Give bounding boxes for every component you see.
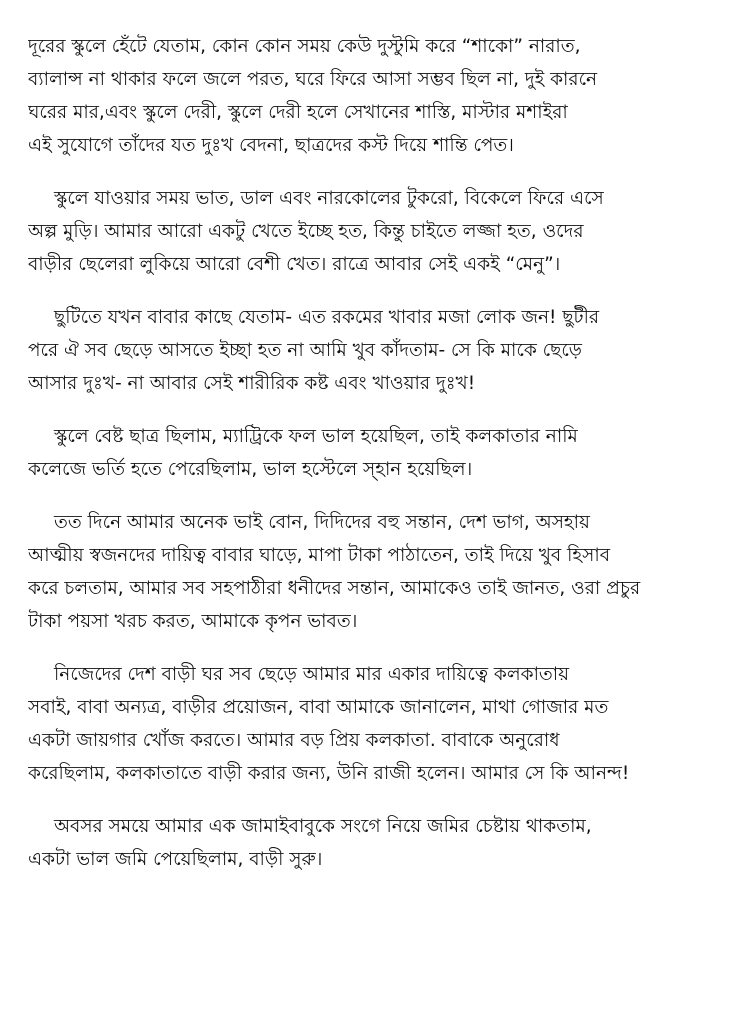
text-line: সবাই, বাবা অন্যত্র, বাড়ীর প্রয়োজন, বাবা আমাকে জানালেন, মাথা গোজার মত: [28, 697, 609, 718]
text-line: বাড়ীর ছেলেরা লুকিয়ে আরো বেশী খেত। রাত্রে আবার সেই একই “মেনু”।: [28, 254, 561, 275]
paragraph-3: [28, 301, 721, 400]
text-line: করে চলতাম, আমার সব সহপাঠীরা ধনীদের সন্তান, আমাকেও তাই জানত, ওরা প্রচুর: [28, 578, 641, 599]
text-line: দূরের স্কুলে হেঁটে যেতাম, কোন কোন সময় কেউ দুস্টুমি করে “শাকো” নারাত,: [28, 36, 581, 57]
paragraph-6: [28, 658, 721, 790]
text-line: কলেজে ভর্তি হতে পেরেছিলাম, ভাল হস্টেলে স্হান হয়েছিল।: [28, 459, 473, 480]
text-line: আসার দুঃখ- না আবার সেই শারীরিক কষ্ট এবং খাওয়ার দুঃখ!: [28, 373, 476, 394]
text-line: নিজেদের দেশ বাড়ী ঘর সব ছেড়ে আমার মার একার দায়িত্বে কলকাতায়: [54, 664, 570, 685]
text-line: একটা ভাল জমি পেয়েছিলাম, বাড়ী সুরু।: [28, 849, 323, 870]
text-line: টাকা পয়সা খরচ করত, আমাকে কৃপন ভাবত।: [28, 611, 358, 632]
text-line: আত্মীয় স্বজনদের দায়িত্ব বাবার ঘাড়ে, মাপা টাকা পাঠাতেন, তাই দিয়ে খুব হিসাব: [28, 545, 610, 566]
paragraph-7: [28, 810, 721, 876]
text-line: ব্যালান্স না থাকার ফলে জলে পরত, ঘরে ফিরে আসা সম্ভব ছিল না, দুই কারনে: [28, 69, 598, 90]
text-line: তত দিনে আমার অনেক ভাই বোন, দিদিদের বহু সন্তান, দেশ ভাগ, অসহায়: [54, 512, 590, 533]
text-line: ঘরের মার,এবং স্কুলে দেরী, স্কুলে দেরী হলে সেখানের শাস্তি, মাস্টার মশাইরা: [28, 102, 568, 123]
text-line: এই সুযোগে তাঁদের যত দুঃখ বেদনা, ছাত্রদের কস্ট দিয়ে শান্তি পেত।: [28, 135, 514, 156]
text-line: ছুটিতে যখন বাবার কাছে যেতাম- এত রকমের খাবার মজা লোক জন! ছুটীর: [54, 307, 600, 328]
text-line: অবসর সময়ে আমার এক জামাইবাবুকে সংগে নিয়ে জমির চেষ্টায় থাকতাম,: [54, 816, 592, 837]
paragraph-2: [28, 182, 721, 281]
text-line: করেছিলাম, কলকাতাতে বাড়ী করার জন্য, উনি রাজী হলেন। আমার সে কি আনন্দ!: [28, 763, 630, 784]
paragraph-4: [28, 420, 721, 486]
text-line: স্কুলে বেষ্ট ছাত্র ছিলাম, ম্যাট্রিকে ফল ভাল হয়েছিল, তাই কলকাতার নামি: [54, 426, 578, 447]
paragraph-5: [28, 506, 721, 638]
text-line: স্কুলে যাওয়ার সময় ভাত, ডাল এবং নারকোলের টুকরো, বিকেলে ফিরে এসে: [54, 188, 604, 209]
text-line: একটা জায়গার খোঁজ করতে। আমার বড় প্রিয় কলকাতা. বাবাকে অনুরোধ: [28, 730, 560, 751]
text-line: পরে ঐ সব ছেড়ে আসতে ইচ্ছা হত না আমি খুব কাঁদতাম- সে কি মাকে ছেড়ে: [28, 340, 583, 361]
text-line: অল্প মুড়ি। আমার আরো একটু খেতে ইচ্ছে হত, কিন্তু চাইতে লজ্জা হত, ওদের: [28, 221, 584, 242]
paragraph-1: [28, 30, 721, 162]
